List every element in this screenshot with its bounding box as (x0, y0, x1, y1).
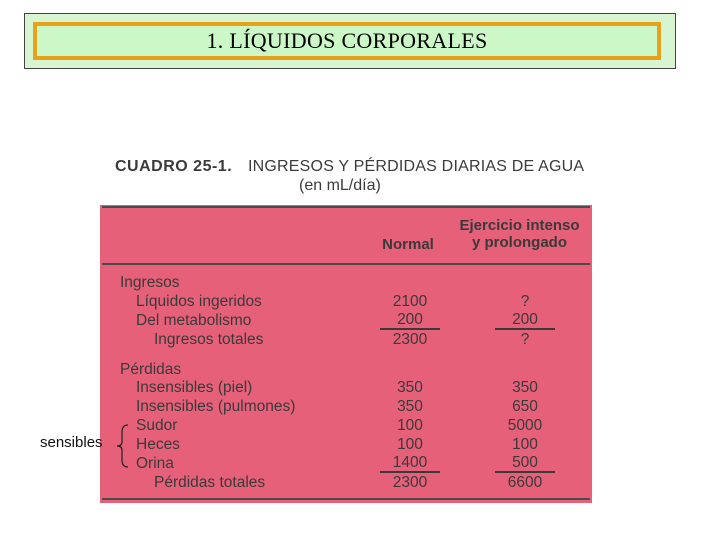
table-row (100, 454, 592, 473)
normal-value: 100 (397, 417, 423, 434)
table-number: CUADRO 25-1. (115, 158, 233, 175)
curly-brace-icon (116, 424, 130, 468)
title-banner (24, 13, 676, 69)
row-label: Orina (136, 455, 174, 472)
table-row (100, 311, 592, 330)
table-row (100, 330, 592, 349)
normal-value: 350 (397, 398, 423, 415)
normal-value: 350 (397, 379, 423, 396)
normal-value: 200 (380, 311, 440, 330)
table-row (100, 360, 592, 379)
column-header-ejercicio (447, 217, 592, 251)
table-row (100, 473, 592, 492)
normal-value: 100 (397, 436, 423, 453)
normal-value: 2100 (392, 293, 428, 310)
ejercicio-value: 650 (512, 398, 538, 415)
table-header-rule (102, 263, 590, 265)
table-row (100, 378, 592, 397)
row-label: Ingresos totales (154, 331, 264, 348)
normal-value: 2300 (392, 474, 428, 491)
table-row (100, 273, 592, 292)
ejercicio-value: ? (520, 331, 530, 348)
column-header-normal: Normal (382, 236, 434, 253)
row-label: Del metabolismo (136, 312, 252, 329)
row-label: Heces (136, 436, 180, 453)
table-unit: (en mL/día) (299, 177, 381, 194)
ejercicio-value: 100 (512, 436, 538, 453)
row-label: Pérdidas (120, 361, 182, 378)
table-row (100, 292, 592, 311)
ejercicio-value: 350 (512, 379, 538, 396)
ejercicio-value: 6600 (507, 474, 543, 491)
row-label: Insensibles (pulmones) (136, 398, 296, 415)
table-heading: INGRESOS Y PÉRDIDAS DIARIAS DE AGUA (248, 158, 585, 175)
column-header-ejercicio-line2: y prolongado (472, 234, 567, 251)
table-caption (115, 157, 595, 194)
ejercicio-value: ? (520, 293, 530, 310)
table-bottom-rule (102, 498, 590, 500)
normal-value: 2300 (392, 331, 428, 348)
ejercicio-value: 200 (495, 311, 555, 330)
water-balance-table (100, 205, 592, 503)
slide-title: 1. LÍQUIDOS CORPORALES (206, 28, 488, 53)
row-label: Insensibles (piel) (136, 379, 253, 396)
column-header-ejercicio-line1: Ejercicio intenso (459, 217, 580, 234)
row-label: Sudor (136, 417, 178, 434)
table-top-rule (102, 206, 590, 208)
ejercicio-value: 500 (495, 454, 555, 473)
normal-value: 1400 (380, 454, 440, 473)
ejercicio-value: 5000 (507, 417, 543, 434)
row-label: Ingresos (120, 274, 180, 291)
table-row (100, 416, 592, 435)
sensibles-note: sensibles (40, 434, 103, 451)
table-row (100, 435, 592, 454)
table-row (100, 397, 592, 416)
row-label: Pérdidas totales (154, 474, 266, 491)
title-banner-inner (33, 22, 661, 60)
row-label: Líquidos ingeridos (136, 293, 262, 310)
